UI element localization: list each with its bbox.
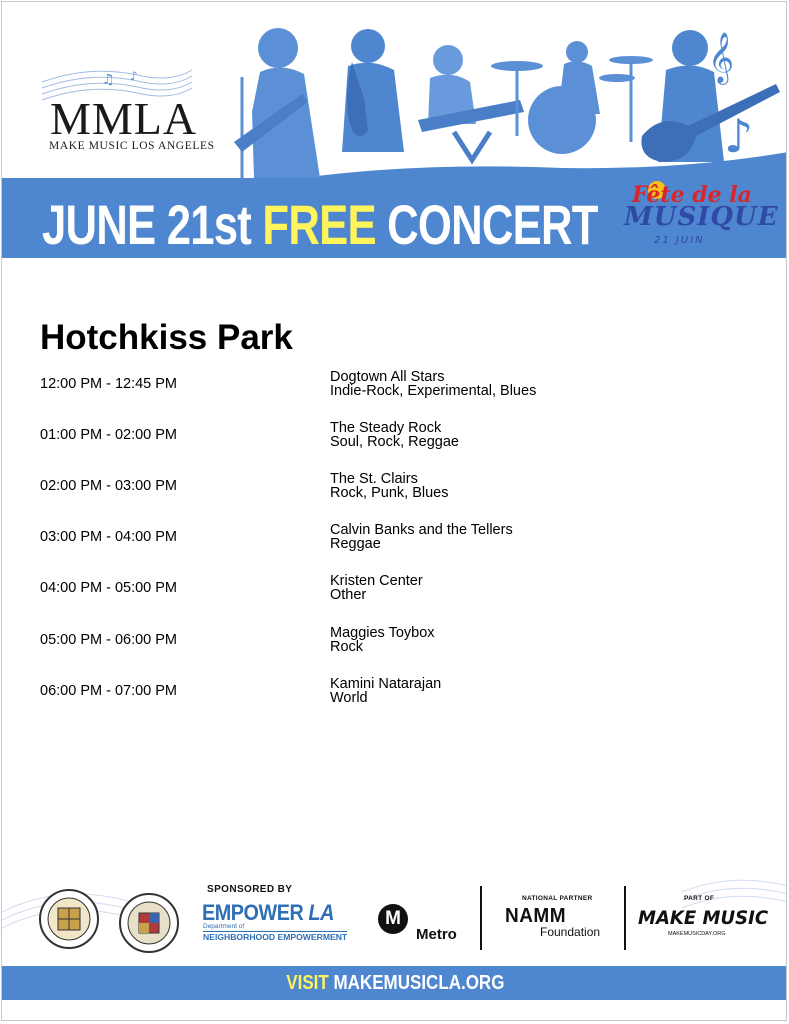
fete-top-text: Fête de la (632, 182, 752, 208)
slot-genre: Rock (330, 639, 364, 655)
slot-artist: The Steady Rock (330, 420, 442, 436)
metro-m-icon: M (378, 904, 408, 934)
banner-date: JUNE 21st (42, 193, 252, 256)
banner-concert: CONCERT (387, 193, 598, 256)
slot-time: 06:00 PM - 07:00 PM (40, 683, 178, 699)
logo-divider (624, 886, 626, 950)
empower-la: LA (308, 900, 334, 925)
fete-de-la-musique-logo (618, 180, 779, 252)
slot-artist: Kamini Natarajan (330, 676, 442, 692)
namm-foundation-logo (502, 895, 612, 945)
slot-time: 03:00 PM - 04:00 PM (40, 529, 178, 545)
empower-la-logo (202, 900, 352, 946)
logo-divider (480, 886, 482, 950)
schedule-row (40, 626, 740, 666)
website-url: MAKEMUSICLA.ORG (333, 972, 505, 994)
visit-website-text (2, 966, 787, 1000)
metro-logo (378, 902, 473, 946)
schedule-row (40, 421, 740, 461)
make-music-logo (638, 895, 769, 945)
make-music-wordmark: MAKE MUSIC (638, 907, 769, 929)
svg-text:♫: ♫ (102, 72, 115, 88)
national-partner-label: NATIONAL PARTNER (522, 895, 593, 902)
svg-text:𝄞: 𝄞 (708, 32, 735, 83)
part-of-label: PART OF (684, 895, 715, 902)
slot-time: 04:00 PM - 05:00 PM (40, 580, 178, 596)
empower-subtitle: NEIGHBORHOOD EMPOWERMENT (203, 932, 348, 942)
slot-genre: Other (330, 587, 367, 603)
svg-text:♪: ♪ (130, 69, 138, 83)
schedule-row (40, 574, 740, 614)
metro-wordmark: Metro (416, 926, 457, 943)
empower-dept: Department of (203, 923, 245, 930)
fete-date-text: 21 JUIN (654, 235, 705, 246)
footer-bar (2, 966, 787, 1000)
concert-flyer (1, 1, 787, 1021)
county-seal-icon (38, 888, 100, 950)
namm-foundation-text: Foundation (540, 925, 601, 939)
slot-time: 02:00 PM - 03:00 PM (40, 478, 178, 494)
flyer-header (2, 2, 787, 258)
banner-free: FREE (262, 193, 376, 256)
slot-time: 05:00 PM - 06:00 PM (40, 632, 178, 648)
slot-artist: The St. Clairs (330, 471, 418, 487)
slot-time: 12:00 PM - 12:45 PM (40, 376, 178, 392)
schedule-row (40, 677, 740, 717)
make-music-url: MAKEMUSICDAY.ORG (668, 931, 726, 937)
visit-label: VISIT (285, 972, 329, 994)
mmla-subtitle: MAKE MUSIC LOS ANGELES (49, 140, 215, 152)
namm-wordmark: NAMM (505, 905, 567, 927)
sponsored-by-label: SPONSORED BY (207, 884, 293, 895)
slot-artist: Maggies Toybox (330, 625, 435, 641)
slot-genre: Reggae (330, 536, 381, 552)
slot-genre: Soul, Rock, Reggae (330, 434, 459, 450)
schedule-row (40, 472, 740, 512)
slot-genre: Rock, Punk, Blues (330, 485, 449, 501)
city-seal-icon (118, 892, 180, 954)
slot-time: 01:00 PM - 02:00 PM (40, 427, 178, 443)
banner-headline (42, 190, 598, 260)
empower-word: EMPOWER (202, 900, 304, 925)
fete-main-text: MUSIQUE (624, 202, 779, 232)
slot-genre: Indie-Rock, Experimental, Blues (330, 383, 537, 399)
slot-artist: Kristen Center (330, 573, 423, 589)
mmla-title: MMLA (50, 93, 198, 144)
slot-artist: Calvin Banks and the Tellers (330, 522, 513, 538)
venue-title: Hotchkiss Park (40, 318, 293, 357)
schedule-row (40, 523, 740, 563)
mmla-logo (42, 74, 232, 164)
slot-artist: Dogtown All Stars (330, 369, 445, 385)
slot-genre: World (330, 690, 368, 706)
svg-text:♪: ♪ (724, 109, 754, 163)
schedule-row (40, 370, 740, 410)
